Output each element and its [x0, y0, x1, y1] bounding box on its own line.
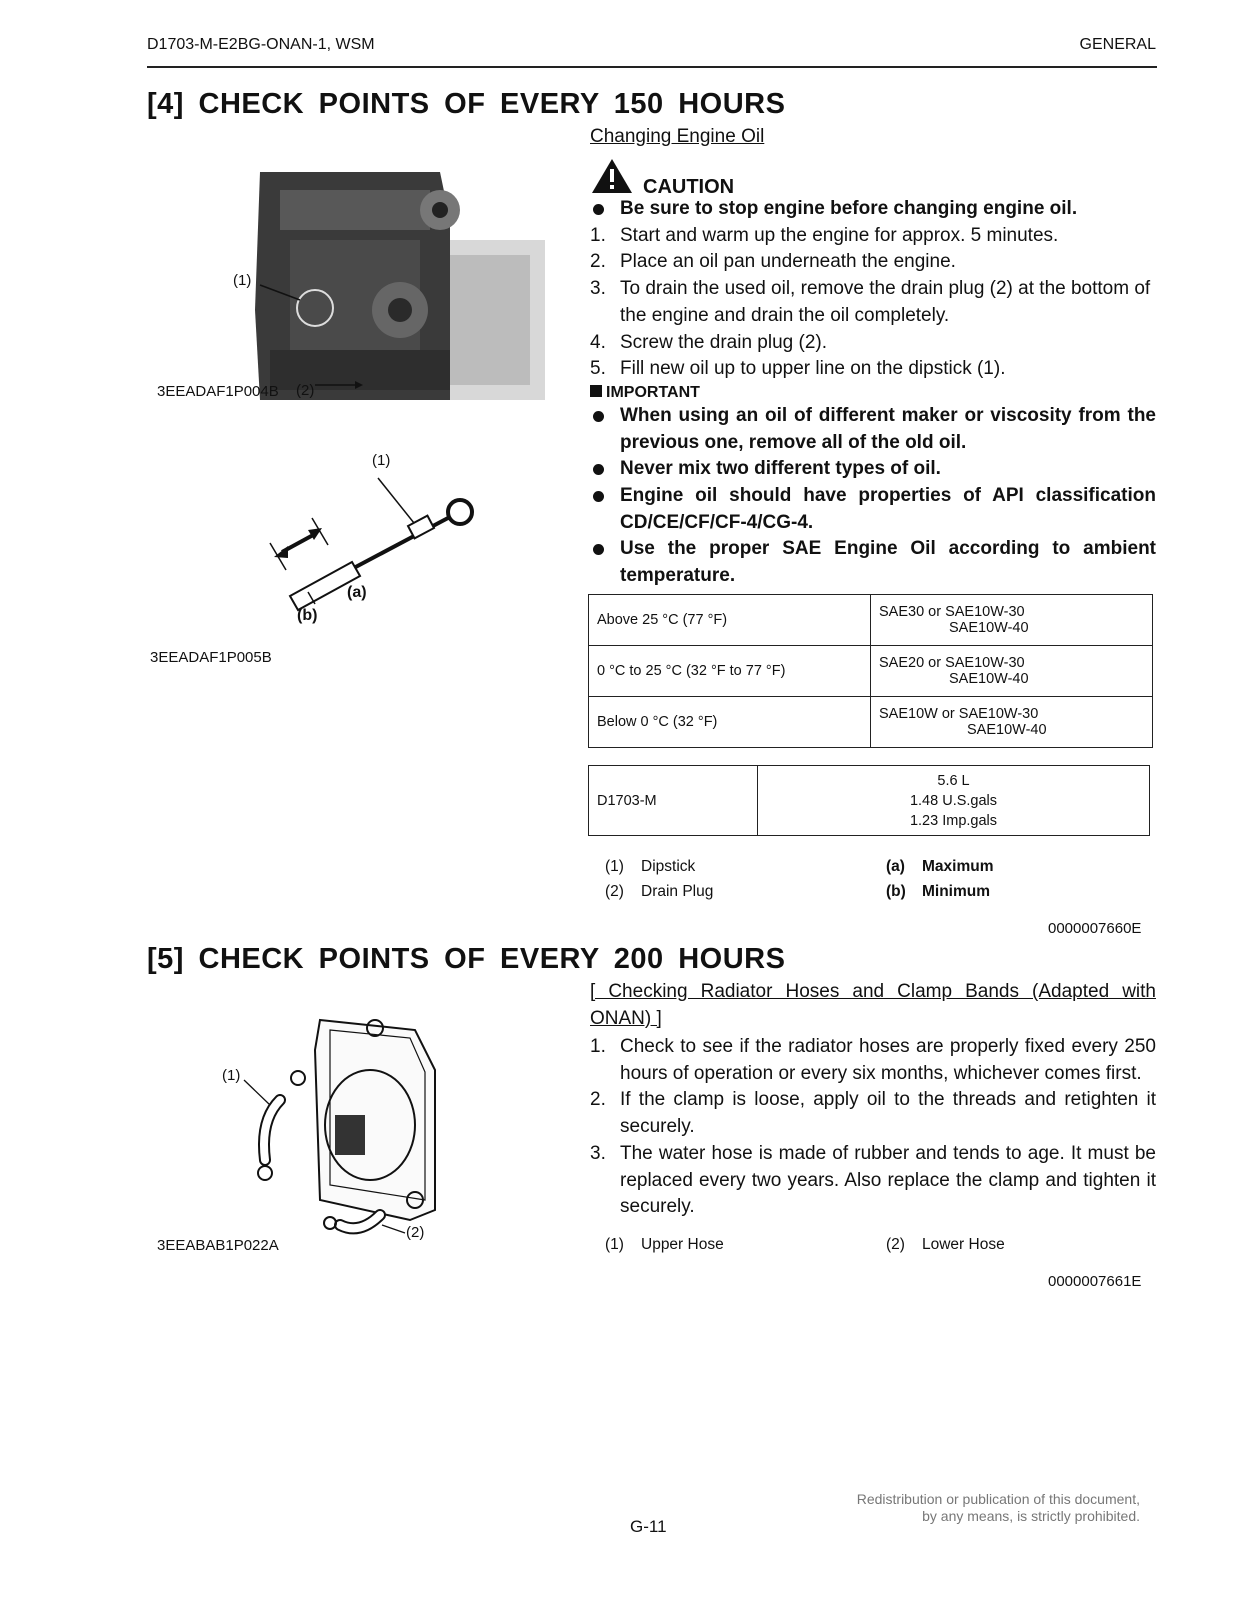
legend-item: (2) Lower Hose [886, 1236, 1005, 1253]
table-row: 0 °C to 25 °C (32 °F to 77 °F) SAE20 or SAE10W-30 SAE10W-40 [589, 646, 1153, 697]
redistribution-note: Redistribution or publication of this document, by any means, is strictly prohibited. [856, 1491, 1140, 1524]
dipstick-callout-b: (b) [297, 607, 318, 624]
legend-item: (a) Maximum [886, 858, 994, 875]
section-5-title: [5] CHECK POINTS OF EVERY 200 HOURS [147, 943, 786, 975]
oil-capacity-table [588, 765, 1150, 836]
step-item: 4. Screw the drain plug (2). [590, 331, 827, 353]
section-4-subhead: Changing Engine Oil [590, 126, 765, 147]
dipstick-callout-a: (a) [347, 584, 367, 601]
step-item: 2. Place an oil pan underneath the engine. [590, 251, 956, 273]
important-item: When using an oil of different maker or viscosity from the previous one, remove all of the old oil. [590, 403, 1156, 456]
radiator-callout-2: (2) [406, 1224, 425, 1241]
dipstick-callout-1: (1) [372, 452, 391, 469]
important-heading: IMPORTANT [590, 383, 1156, 403]
section-5-text [590, 1034, 1156, 1221]
section-5-subhead: [ Checking Radiator Hoses and Clamp Bands (Adapted with ONAN) ] [590, 981, 1156, 1029]
step-item: 2. If the clamp is loose, apply oil to the threads and retighten it securely. [590, 1089, 1156, 1138]
engine-figure [150, 160, 550, 405]
step-item: 3. The water hose is made of rubber and tends to age. It must be replaced every two years. Also replace the clamp and tighten it securely. [590, 1142, 1156, 1218]
section-name: GENERAL [1079, 36, 1156, 53]
engine-figure-code: 3EEADAF1P004B [157, 383, 279, 400]
page-number: G-11 [630, 1517, 667, 1536]
section-4-title: [4] CHECK POINTS OF EVERY 150 HOURS [147, 88, 786, 120]
radiator-figure [220, 1010, 450, 1250]
engine-callout-2: (2) [296, 382, 315, 399]
important-item: Never mix two different types of oil. [590, 456, 1156, 483]
section-4-ref-code: 0000007660E [1048, 920, 1142, 937]
table-row: D1703-M 5.6 L 1.48 U.S.gals 1.23 Imp.gals [589, 766, 1150, 836]
dipstick-figure [260, 470, 490, 620]
table-row: Below 0 °C (32 °F) SAE10W or SAE10W-30 SAE10W-40 [589, 697, 1153, 748]
legend-item: (1) Dipstick [605, 858, 696, 875]
caution-item: Be sure to stop engine before changing engine oil. [590, 196, 1156, 223]
important-item: Use the proper SAE Engine Oil according to ambient temperature. [590, 536, 1156, 589]
step-item: 3. To drain the used oil, remove the drain plug (2) at the bottom of the engine and drain the oil completely. [590, 278, 1151, 326]
warning-triangle-icon [590, 157, 634, 195]
section-4-text [590, 196, 1156, 590]
oil-viscosity-table [588, 594, 1153, 748]
legend-item: (b) Minimum [886, 883, 991, 900]
legend-item: (1) Upper Hose [605, 1236, 724, 1253]
doc-id: D1703-M-E2BG-ONAN-1, WSM [147, 36, 375, 53]
table-row: Above 25 °C (77 °F) SAE30 or SAE10W-30 SAE10W-40 [589, 595, 1153, 646]
dipstick-figure-code: 3EEADAF1P005B [150, 649, 272, 666]
header-rule [147, 66, 1157, 68]
legend-item: (2) Drain Plug [605, 883, 714, 900]
square-bullet-icon [590, 385, 602, 397]
engine-callout-1: (1) [233, 272, 252, 289]
important-item: Engine oil should have properties of API classification CD/CE/CF/CF-4/CG-4. [590, 483, 1156, 536]
radiator-figure-code: 3EEABAB1P022A [157, 1237, 279, 1254]
caution-label: CAUTION [643, 176, 735, 198]
step-item: 5. Fill new oil up to upper line on the dipstick (1). [590, 358, 1006, 380]
step-item: 1. Check to see if the radiator hoses are properly fixed every 250 hours of operation or every six months, whichever comes first. [590, 1036, 1156, 1084]
section-5-ref-code: 0000007661E [1048, 1273, 1142, 1290]
radiator-callout-1: (1) [222, 1067, 241, 1084]
step-item: 1. Start and warm up the engine for approx. 5 minutes. [590, 224, 1059, 246]
